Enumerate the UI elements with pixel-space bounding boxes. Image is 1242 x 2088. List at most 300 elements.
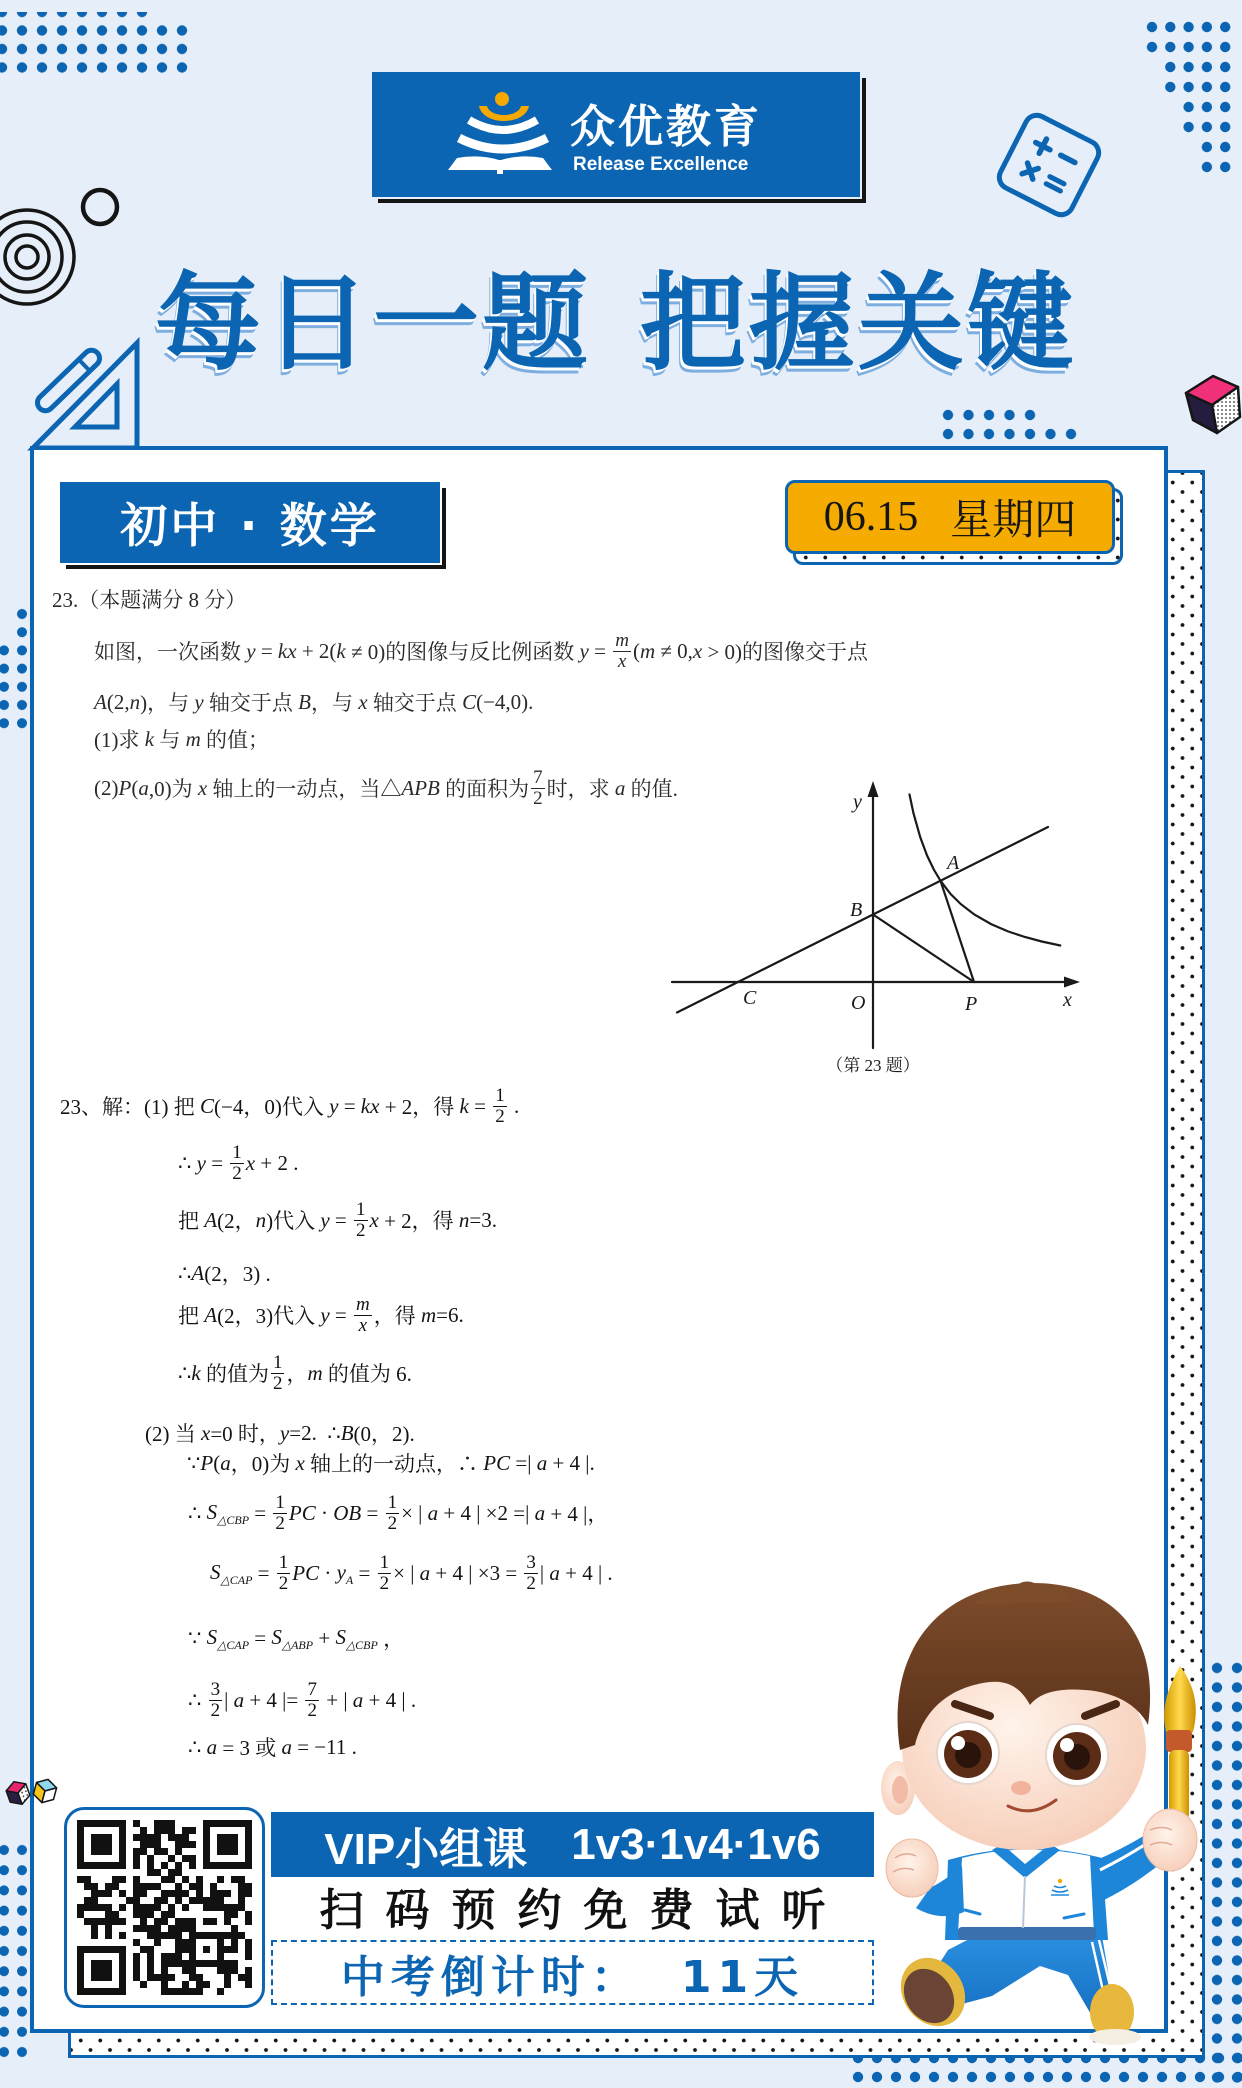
class-formats: 1v3·1v4·1v6 bbox=[571, 1819, 821, 1869]
yellow-cube-icon bbox=[32, 1777, 58, 1806]
text-run: 如图，一次函数 bbox=[94, 640, 247, 664]
mascot-jacket bbox=[945, 1844, 1108, 1940]
brand-logo-icon bbox=[448, 92, 552, 174]
mascot-head bbox=[881, 1581, 1150, 1850]
math-variable: y bbox=[196, 1150, 206, 1175]
question-line bbox=[94, 711, 269, 767]
math-variable: n bbox=[255, 1207, 267, 1232]
math-variable: B bbox=[340, 1420, 354, 1445]
math-variable: a bbox=[536, 1450, 548, 1475]
math-variable: B bbox=[298, 689, 311, 714]
text-run: = bbox=[361, 1500, 384, 1525]
solution-line bbox=[188, 1485, 608, 1541]
brush-ferrule bbox=[1166, 1730, 1192, 1752]
text-run: + 2 . bbox=[255, 1150, 299, 1175]
subject-tag: 初中 · 数学 bbox=[60, 482, 440, 563]
text-run: = bbox=[468, 1093, 492, 1118]
y-axis-arrow-icon bbox=[868, 781, 879, 797]
fraction bbox=[386, 1493, 400, 1534]
logo-book bbox=[448, 156, 552, 170]
fraction-denominator: 2 bbox=[356, 1219, 366, 1241]
exam-countdown-box bbox=[271, 1940, 874, 2005]
text-run: = bbox=[252, 1560, 275, 1585]
math-variable: a bbox=[549, 1560, 560, 1585]
math-variable: x bbox=[201, 1420, 211, 1445]
math-variable: n bbox=[129, 689, 141, 714]
text-run: | bbox=[539, 1560, 550, 1585]
text-run: + 4 |. bbox=[547, 1450, 595, 1475]
subscript: △CAP bbox=[217, 1638, 250, 1652]
text-run: = −11 . bbox=[291, 1734, 357, 1759]
ring bbox=[16, 246, 38, 268]
dot-row bbox=[938, 406, 1041, 425]
mascot-legs bbox=[888, 1936, 1141, 2045]
text-run: =0 时， bbox=[210, 1422, 280, 1446]
solution-line bbox=[60, 1078, 519, 1134]
fraction-denominator: 2 bbox=[272, 1372, 283, 1394]
segment-bp bbox=[873, 915, 974, 983]
math-variable: P bbox=[200, 1450, 214, 1475]
text-run: × | bbox=[401, 1500, 428, 1525]
text-run: (2， bbox=[217, 1209, 256, 1233]
dot-rows bbox=[1143, 17, 1235, 57]
subscripted-term: $S_{\triangle CBP}$ bbox=[206, 1500, 250, 1527]
math-variable: a bbox=[419, 1560, 431, 1585]
fraction bbox=[273, 1493, 287, 1534]
fraction-denominator: 2 bbox=[387, 1512, 398, 1534]
y-axis-label: y bbox=[853, 791, 862, 813]
fraction-numerator: 7 bbox=[533, 766, 543, 788]
times-glyph bbox=[1022, 163, 1038, 179]
plus-glyph bbox=[1032, 135, 1054, 157]
headline-left: 每日一题 bbox=[155, 262, 591, 385]
dot-rows bbox=[1179, 97, 1234, 137]
text-run: (2) 当 bbox=[145, 1422, 201, 1446]
solution-line bbox=[178, 1192, 497, 1248]
math-variable: x bbox=[197, 775, 208, 800]
course-name: VIP小组课 bbox=[324, 1824, 528, 1874]
subscript: △CBP bbox=[345, 1638, 378, 1652]
text-run: (0，2). bbox=[353, 1422, 415, 1446]
math-variable: kx bbox=[277, 638, 297, 663]
text-run: ∴ bbox=[188, 1734, 207, 1759]
fraction-numerator: m bbox=[356, 1293, 370, 1315]
text-run: (2, bbox=[106, 689, 130, 714]
dot-grid-top-right bbox=[1143, 17, 1235, 177]
mascot-left-arm bbox=[886, 1839, 964, 1916]
text-run: ∴ bbox=[178, 1150, 197, 1175]
text-run: (−4,0). bbox=[476, 689, 534, 714]
fraction-numerator: 1 bbox=[232, 1141, 242, 1163]
text-run: 的值. bbox=[625, 777, 678, 801]
dot-grid-left-bottom bbox=[0, 1840, 31, 2062]
text-run: + 2，得 bbox=[378, 1209, 459, 1233]
text-run: × | bbox=[393, 1560, 420, 1585]
math-variable: OB bbox=[333, 1500, 362, 1525]
math-variable: C bbox=[462, 689, 477, 714]
solution-line bbox=[188, 1610, 404, 1666]
text-run: 时，求 bbox=[546, 777, 615, 801]
text-run: ( bbox=[632, 638, 640, 663]
fraction-numerator: 1 bbox=[387, 1491, 398, 1513]
countdown-label: 中考倒计时： bbox=[340, 1951, 641, 2003]
fraction-denominator: 2 bbox=[278, 1572, 289, 1594]
weekday-value: 星期四 bbox=[950, 498, 1077, 544]
text-run: ,0)为 bbox=[148, 777, 198, 801]
fraction-numerator: m bbox=[615, 629, 629, 651]
text-run: 把 bbox=[178, 1209, 205, 1233]
text-run: (2，3) . bbox=[204, 1262, 271, 1286]
math-variable: PC bbox=[288, 1500, 316, 1525]
small-circle-icon bbox=[83, 190, 117, 224]
text-run: (1)求 bbox=[94, 728, 145, 752]
math-variable: P bbox=[118, 775, 132, 800]
fraction-numerator: 3 bbox=[526, 1551, 536, 1573]
text-run: ，0)为 bbox=[230, 1452, 296, 1476]
inverse-proportion-curve bbox=[910, 795, 1061, 946]
fraction bbox=[271, 1353, 285, 1394]
inner-ear bbox=[892, 1776, 908, 1804]
subscript: △CBP bbox=[217, 1513, 250, 1527]
text-run: 的值为 6. bbox=[322, 1362, 412, 1386]
math-variable: y bbox=[320, 1207, 330, 1232]
text-run: + 4 |， bbox=[545, 1502, 609, 1526]
text-run: + 4 | . bbox=[363, 1687, 417, 1712]
text-run: = bbox=[249, 1625, 272, 1650]
fraction bbox=[230, 1143, 244, 1184]
math-variable: k bbox=[459, 1093, 469, 1118]
math-variable: a bbox=[427, 1500, 439, 1525]
date-value: 06.15 bbox=[823, 494, 919, 540]
text-run: + | bbox=[320, 1687, 353, 1712]
solution-line bbox=[210, 1545, 613, 1601]
math-variable: A bbox=[94, 689, 107, 714]
segment-ap bbox=[941, 881, 975, 982]
math-variable: a bbox=[281, 1734, 292, 1759]
text-run: = bbox=[338, 1093, 361, 1118]
text-run: ， bbox=[377, 1627, 405, 1651]
fraction bbox=[277, 1553, 291, 1594]
math-variable: a bbox=[614, 775, 626, 800]
question-number-and-score: 23.（本题满分 8 分） bbox=[52, 588, 247, 612]
text-run: = bbox=[329, 1207, 352, 1232]
fraction bbox=[305, 1680, 319, 1721]
math-variable: y bbox=[329, 1093, 339, 1118]
math-variable: a bbox=[352, 1687, 364, 1712]
math-variable: a bbox=[138, 775, 149, 800]
math-variable: A bbox=[204, 1207, 218, 1232]
fraction bbox=[354, 1295, 372, 1336]
text-run: )代入 bbox=[266, 1209, 321, 1233]
math-variable: m bbox=[185, 726, 201, 751]
ring bbox=[0, 222, 62, 292]
math-variable: a bbox=[534, 1500, 546, 1525]
small-cubes-decoration bbox=[0, 1772, 64, 1812]
left-eye bbox=[937, 1722, 999, 1784]
dot-rows bbox=[1198, 137, 1235, 177]
fraction-denominator: 2 bbox=[379, 1572, 390, 1594]
fraction bbox=[354, 1200, 368, 1241]
fraction-denominator: 2 bbox=[232, 1162, 242, 1184]
logo-arc bbox=[459, 138, 547, 149]
calculator-icon bbox=[995, 111, 1103, 219]
math-variable: k bbox=[191, 1360, 201, 1385]
dot-grid-under-title bbox=[938, 406, 1082, 444]
math-variable: n bbox=[458, 1207, 470, 1232]
math-variable: k bbox=[336, 638, 346, 663]
text-run: ( bbox=[131, 775, 139, 800]
point-label-c: C bbox=[743, 987, 757, 1009]
jacket-waistband bbox=[958, 1927, 1096, 1940]
math-variable: x bbox=[245, 1150, 256, 1175]
math-variable: m bbox=[639, 638, 656, 663]
calculator-frame bbox=[995, 111, 1103, 219]
solution-line bbox=[178, 1135, 298, 1191]
brand-logo-box bbox=[372, 72, 860, 197]
question-line bbox=[94, 623, 868, 679]
left-fist bbox=[886, 1839, 938, 1897]
math-variable: y bbox=[579, 638, 589, 663]
math-variable: m bbox=[307, 1360, 323, 1385]
minus-glyph bbox=[1061, 155, 1075, 162]
text-run: ， bbox=[286, 1362, 308, 1386]
subscripted-term: $y_A$ bbox=[336, 1560, 354, 1587]
fraction-denominator: 2 bbox=[533, 787, 543, 809]
dot-row bbox=[938, 425, 1082, 444]
qr-code-image bbox=[77, 1820, 252, 1995]
point-label-b: B bbox=[850, 899, 863, 921]
math-variable: x bbox=[369, 1207, 379, 1232]
fraction-denominator: 2 bbox=[210, 1699, 221, 1721]
qr-code-modules bbox=[77, 1820, 252, 1995]
x-axis-label: x bbox=[1063, 989, 1072, 1011]
text-run: = bbox=[588, 638, 612, 663]
dot-grid-left-middle bbox=[0, 605, 31, 732]
dot-rows bbox=[0, 21, 192, 78]
fraction-numerator: 1 bbox=[379, 1551, 390, 1573]
text-run: ≠ 0, bbox=[655, 638, 693, 663]
math-variable: y bbox=[194, 689, 204, 714]
text-run: + 4 |= bbox=[244, 1687, 304, 1712]
date-tag bbox=[785, 480, 1115, 554]
text-run: > 0)的图像交于点 bbox=[702, 640, 869, 664]
subscript: A bbox=[345, 1573, 354, 1587]
text-run: ∴ bbox=[178, 1260, 192, 1285]
fraction-denominator: x bbox=[358, 1314, 368, 1336]
diagram-caption: （第 23 题） bbox=[826, 1056, 920, 1075]
fraction-numerator: 1 bbox=[275, 1491, 285, 1513]
subscripted-term: $S_{\triangle CAP}$ bbox=[206, 1625, 250, 1652]
text-run: 23、解：(1) 把 bbox=[60, 1095, 200, 1119]
subscript: △ABP bbox=[281, 1638, 314, 1652]
text-run: =2. ∴ bbox=[289, 1420, 341, 1445]
equals-glyph bbox=[1046, 177, 1064, 191]
jacket-front bbox=[958, 1849, 1094, 1934]
text-run: =3. bbox=[469, 1207, 498, 1232]
math-variable: PC bbox=[292, 1560, 320, 1585]
text-run: 的值为 bbox=[200, 1362, 269, 1386]
text-run: ，得 bbox=[373, 1304, 421, 1328]
fraction bbox=[531, 768, 545, 809]
logo-dot bbox=[495, 92, 509, 106]
text-run: + bbox=[313, 1625, 336, 1650]
brand-slogan: Release Excellence bbox=[573, 154, 749, 175]
nose bbox=[1011, 1781, 1031, 1795]
text-run: · bbox=[319, 1560, 337, 1585]
text-run: | bbox=[224, 1687, 234, 1712]
math-variable: APB bbox=[401, 775, 440, 800]
math-variable: a bbox=[220, 1450, 231, 1475]
fraction-numerator: 3 bbox=[210, 1678, 221, 1700]
fraction-denominator: 2 bbox=[307, 1699, 317, 1721]
right-shoe-sole bbox=[1089, 2029, 1141, 2045]
text-run: ( bbox=[213, 1450, 221, 1475]
text-run: 与 bbox=[154, 728, 186, 752]
math-variable: y bbox=[246, 638, 256, 663]
text-run: ∴ bbox=[188, 1500, 207, 1525]
math-variable: m bbox=[420, 1302, 437, 1327]
headline-right: 把握关键 bbox=[640, 262, 1076, 385]
fraction bbox=[524, 1553, 538, 1594]
cube-icon bbox=[1186, 376, 1240, 433]
solution-line bbox=[178, 1287, 464, 1343]
fraction bbox=[209, 1680, 223, 1721]
logo-bowl bbox=[479, 106, 529, 121]
math-variable: x bbox=[295, 1450, 305, 1475]
fraction-denominator: 2 bbox=[526, 1572, 536, 1594]
text-run: =6. bbox=[436, 1302, 464, 1327]
subscript: △CAP bbox=[220, 1573, 253, 1587]
pencil-body bbox=[34, 347, 103, 414]
text-run: ∵ bbox=[187, 1450, 201, 1475]
text-run: + 4 | ×2 =| bbox=[438, 1500, 535, 1525]
subscripted-term: $S_{\triangle CBP}$ bbox=[335, 1625, 378, 1652]
text-run: = bbox=[249, 1500, 272, 1525]
fraction bbox=[493, 1086, 507, 1127]
text-run: + 4 | . bbox=[559, 1560, 613, 1585]
math-variable: A bbox=[191, 1260, 205, 1285]
text-run: (2) bbox=[94, 775, 119, 800]
math-variable: k bbox=[144, 726, 155, 751]
text-run: ∴ bbox=[178, 1360, 192, 1385]
text-run: ∵ bbox=[188, 1625, 207, 1650]
text-run: 的值； bbox=[200, 728, 269, 752]
solution-line bbox=[188, 1719, 357, 1775]
countdown-value: 11天 bbox=[680, 1951, 805, 2003]
text-run: ，与 bbox=[310, 691, 359, 715]
vip-course-banner bbox=[271, 1812, 874, 1877]
fraction-numerator: 7 bbox=[307, 1678, 317, 1700]
text-run: 轴交于点 bbox=[367, 691, 463, 715]
text-run: 的面积为 bbox=[439, 777, 530, 801]
dot-grid-top-left bbox=[0, 12, 192, 78]
text-run: = 3 或 bbox=[217, 1736, 282, 1760]
right-fist bbox=[1143, 1809, 1197, 1871]
fraction-numerator: 1 bbox=[272, 1351, 283, 1373]
text-run: (2，3)代入 bbox=[217, 1304, 321, 1328]
text-run: 把 bbox=[178, 1304, 205, 1328]
text-run: = bbox=[205, 1150, 229, 1175]
brand-name: 众优教育 bbox=[570, 100, 763, 153]
text-run: + 4 | ×3 = bbox=[430, 1560, 523, 1585]
dot-rows bbox=[0, 641, 31, 732]
text-run: =| bbox=[510, 1450, 537, 1475]
text-run: 轴上的一动点，∴ bbox=[304, 1452, 484, 1476]
fraction-numerator: 1 bbox=[495, 1084, 505, 1106]
fraction-numerator: 1 bbox=[356, 1198, 366, 1220]
math-variable: a bbox=[206, 1734, 218, 1759]
point-label-o: O bbox=[851, 992, 866, 1014]
fraction bbox=[613, 631, 631, 672]
subscripted-term: $S_{\triangle CAP}$ bbox=[210, 1560, 253, 1587]
brush-tip bbox=[1164, 1666, 1196, 1732]
text-run: (−4，0)代入 bbox=[214, 1095, 330, 1119]
solution-line bbox=[178, 1345, 412, 1401]
function-graph-diagram bbox=[660, 775, 1100, 1085]
text-run: = bbox=[329, 1302, 352, 1327]
triangle-ruler-pencil-icon bbox=[33, 343, 137, 448]
text-run: 轴交于点 bbox=[203, 691, 299, 715]
question-line bbox=[94, 760, 678, 816]
math-variable: y bbox=[320, 1302, 330, 1327]
point-label-a: A bbox=[947, 852, 960, 874]
text-run: 轴上的一动点，当△ bbox=[207, 777, 402, 801]
fraction-denominator: 2 bbox=[495, 1105, 505, 1127]
scan-cta-text: 扫码预约免费试听 bbox=[319, 1885, 848, 1936]
math-variable: x bbox=[358, 689, 368, 714]
text-run: = bbox=[353, 1560, 376, 1585]
text-run: ∴ bbox=[188, 1687, 207, 1712]
fraction-denominator: 2 bbox=[275, 1512, 285, 1534]
logo-arc bbox=[469, 120, 537, 130]
solution-line bbox=[187, 1435, 595, 1491]
fraction-numerator: 1 bbox=[278, 1551, 289, 1573]
dot-row bbox=[0, 12, 152, 21]
point-label-p: P bbox=[965, 993, 978, 1015]
linear-function-line bbox=[677, 827, 1048, 1013]
text-run: . bbox=[508, 1093, 520, 1118]
subscripted-term: $S_{\triangle ABP}$ bbox=[271, 1625, 314, 1652]
text-run: ≠ 0)的图像与反比例函数 bbox=[345, 640, 580, 664]
text-run: = bbox=[255, 638, 278, 663]
fraction bbox=[378, 1553, 392, 1594]
x-axis-arrow-icon bbox=[1064, 977, 1080, 988]
qr-code[interactable] bbox=[64, 1807, 265, 2008]
dot-rows bbox=[1161, 57, 1234, 97]
math-variable: A bbox=[204, 1302, 218, 1327]
text-run: · bbox=[315, 1500, 334, 1525]
text-run: + 2( bbox=[296, 638, 337, 663]
math-variable: y bbox=[279, 1420, 290, 1445]
dot-rows bbox=[13, 605, 31, 641]
logo-book-stem bbox=[497, 168, 503, 174]
mascot-boy-illustration bbox=[860, 1575, 1242, 2055]
math-variable: kx bbox=[360, 1093, 380, 1118]
text-run: )，与 bbox=[140, 691, 195, 715]
right-eye bbox=[1046, 1724, 1108, 1786]
fraction-denominator: x bbox=[617, 650, 627, 672]
ring bbox=[5, 235, 49, 279]
triangle-ruler-inner bbox=[75, 384, 117, 427]
text-run: + 2，得 bbox=[379, 1095, 460, 1119]
pink-cube-icon bbox=[4, 1778, 32, 1808]
pencil-icon bbox=[34, 347, 103, 414]
math-variable: a bbox=[233, 1687, 245, 1712]
math-variable: x bbox=[692, 638, 703, 663]
concentric-circles-icon bbox=[0, 210, 74, 304]
math-variable: C bbox=[200, 1093, 215, 1118]
math-variable: PC bbox=[483, 1450, 511, 1475]
